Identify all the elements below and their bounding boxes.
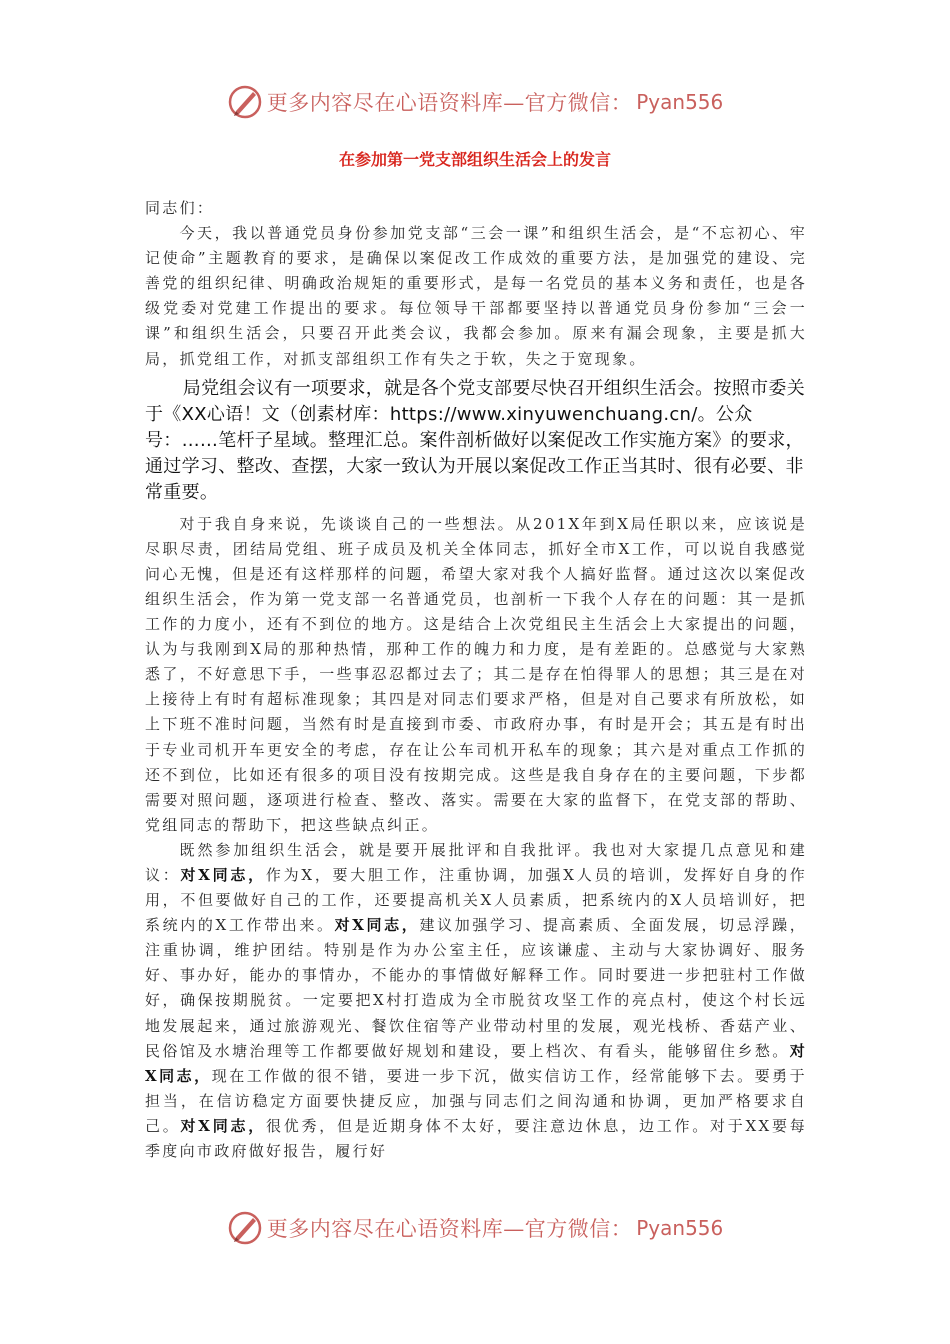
paragraph-4-text-4: 现在工作做的很不错，要进一步下沉，做实信访工作，经常能够下去。要勇于担当，在信访稳定方面要快捷反应，加强与同志们之间沟通和协调，更加严格要求自己。 xyxy=(145,1066,807,1135)
header-banner-text: 更多内容尽在心语资料库—官方微信： xyxy=(266,91,633,115)
paragraph-3: 对于我自身来说，先谈谈自己的一些想法。从201X年到X局任职以来，应该说是尽职尽责，团结局党组、班子成员及机关全体同志，抓好全市X工作，可以说自我感觉问心无愧，但是还有这样那样的问题，希望大家对我个人搞好监督。通过这次以案促改组织生活会，作为第一党支部一名普通党员，也剖析一下我个人存在的问题：其一是抓工作的力度小，还有不到位的地方。这是结合上次党组民主生活会上大家提出的问题，认为与我刚到X局的那种热情，那种工作的魄力和力度，是有差距的。总感觉与大家熟悉了，不好意思下手，一些事忍忍都过去了；其二是存在怕得罪人的思想；其三是在对上接待上有时有超标准现象；其四是对同志们要求严格，但是对自己要求有所放松，如上下班不准时问题，当然有时是直接到市委、市政府办事，有时是开会；其五是有时出于专业司机开车更安全的考虑，存在让公车司机开私车的现象；其六是对重点工作抓的还不到位，比如还有很多的项目没有按期完成。这些是我自身存在的主要问题，下步都需要对照问题，逐项进行检查、整改、落实。需要在大家的监督下，在党支部的帮助、党组同志的帮助下，把这些缺点纠正。 xyxy=(145,514,807,834)
paragraph-4-text-5: 很优秀，但是近期身体不太好，要注意边休息，边工作。对于XX要每季度向市政府做好报告，履行好 xyxy=(145,1116,807,1160)
comrade-label-3: 对X同志， xyxy=(145,1041,807,1085)
footer-banner-id: Pyan556 xyxy=(636,1216,724,1240)
pen-logo-icon xyxy=(227,84,263,120)
page-title: 在参加第一党支部组织生活会上的发言 xyxy=(338,150,611,169)
salutation: 同志们： xyxy=(145,199,215,217)
comrade-label-4: 对X同志， xyxy=(180,1116,266,1135)
comrade-label-1: 对X同志， xyxy=(180,865,266,884)
paragraph-4-text-3: 建议加强学习、提高素质、全面发展，切忌浮躁，注重协调，维护团结。特别是作为办公室主任，应该谦虚、主动与大家协调好、服务好、事办好，能办的事情办，不能办的事情做好解释工作。同时要进一步把驻村工作做好，确保按期脱贫。一定要把X村打造成为全市脱贫攻坚工作的亮点村，使这个村长远地发展起来，通过旅游观光、餐饮住宿等产业带动村里的发展，观光栈桥、香菇产业、民俗馆及水塘治理等工作都要做好规划和建设，要上档次、有看头，能够留住乡愁。 xyxy=(145,916,808,1060)
comrade-label-2: 对X同志， xyxy=(334,916,420,935)
document-body xyxy=(145,196,807,1164)
footer-banner-text: 更多内容尽在心语资料库—官方微信： xyxy=(266,1217,633,1241)
paragraph-4-text-1: 既然参加组织生活会，就是要开展批评和自我批评。我也对大家提几点意见和建议： xyxy=(145,840,807,884)
pen-logo-icon xyxy=(227,1210,263,1246)
paragraph-1: 今天，我以普通党员身份参加党支部“三会一课”和组织生活会，是“不忘初心、牢记使命”主题教育的要求，是确保以案促改工作成效的重要方法，是加强党的建设、完善党的组织纪律、明确政治规矩的重要形式，是每一名党员的基本义务和责任，也是各级党委对党建工作提出的要求。每位领导干部都要坚持以普通党员身份参加“三会一课”和组织生活会，只要召开此类会议，我都会参加。原来有漏会现象，主要是抓大局，抓党组工作，对抓支部组织工作有失之于软，失之于宽现象。 xyxy=(145,224,807,368)
header-banner xyxy=(0,82,950,122)
paragraph-4-text-2: 作为X，要大胆工作，注重协调，加强X人员的培训，发挥好自身的作用，不但要做好自己的工作，还要提高机关X人员素质，把系统内的X人员培训好，把系统内的X工作带出来。 xyxy=(145,865,807,935)
paragraph-4 xyxy=(145,838,807,1164)
footer-banner xyxy=(0,1208,950,1248)
paragraph-2: 局党组会议有一项要求，就是各个党支部要尽快召开组织生活会。按照市委关于《XX心语！文（创素材库：https://www.xinyuwenchuang.cn/。公众号：……笔杆子星域。整理汇总。案件剖析做好以案促改工作实施方案》的要求，通过学习、整改、查摆，大家一致认为开展以案促改工作正当其时、很有必要、非常重要。 xyxy=(145,377,805,503)
header-banner-id: Pyan556 xyxy=(636,90,724,114)
